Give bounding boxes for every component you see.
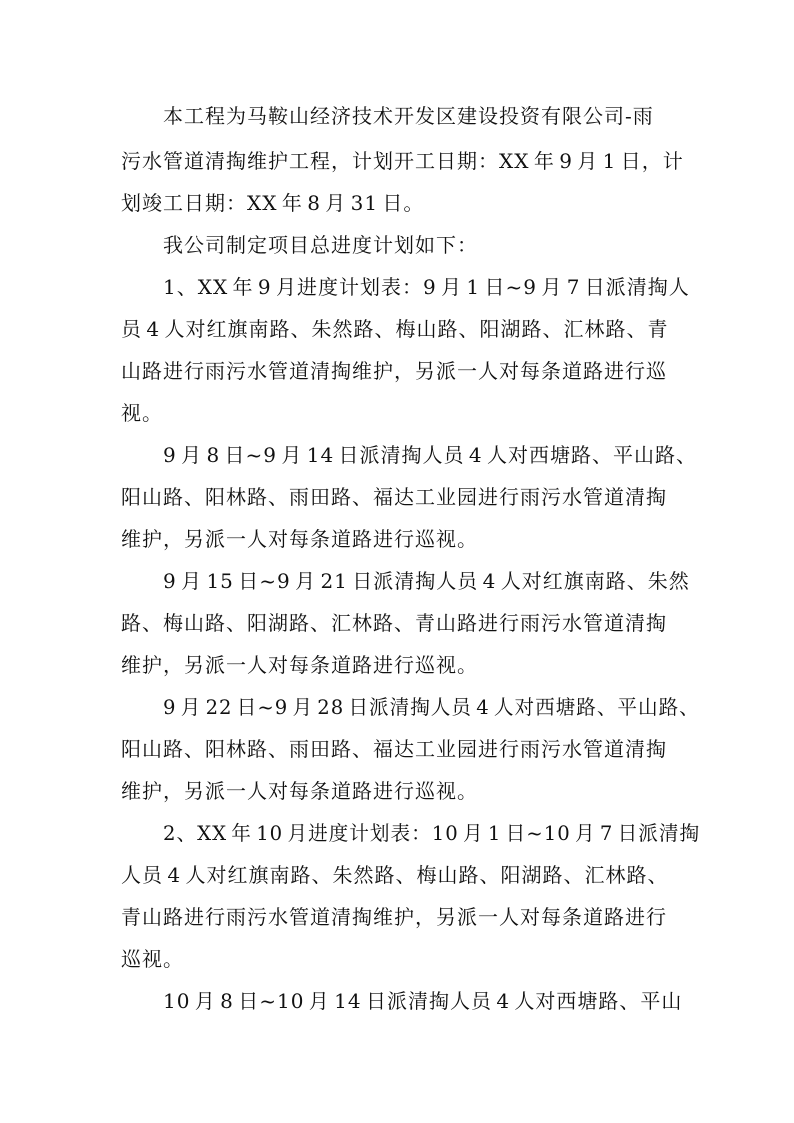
- oct-week1-line-4: 巡视。: [121, 947, 184, 971]
- sept-week4-line-2: 阳山路、阳林路、雨田路、福达工业园进行雨污水管道清掏: [121, 737, 667, 761]
- sept-week1-line-3: 山路进行雨污水管道清掏维护，另派一人对每条道路进行巡: [121, 359, 667, 383]
- sept-week2-line-2: 阳山路、阳林路、雨田路、福达工业园进行雨污水管道清掏: [121, 485, 667, 509]
- sept-week3-line-1: 9 月 15 日~9 月 21 日派清掏人员 4 人对红旗南路、朱然: [163, 569, 690, 593]
- oct-week1-line-2: 人员 4 人对红旗南路、朱然路、梅山路、阳湖路、汇林路、: [121, 863, 669, 887]
- intro-line-3: 划竣工日期：XX 年 8 月 31 日。: [121, 191, 425, 215]
- sept-week1-line-4: 视。: [121, 401, 163, 425]
- sept-week2-line-3: 维护，另派一人对每条道路进行巡视。: [121, 527, 478, 551]
- plan-intro-line-1: 我公司制定项目总进度计划如下：: [163, 233, 478, 257]
- sept-week3-line-3: 维护，另派一人对每条道路进行巡视。: [121, 653, 478, 677]
- oct-week2-line-1: 10 月 8 日~10 月 14 日派清掏人员 4 人对西塘路、平山: [163, 989, 683, 1013]
- oct-week1-line-3: 青山路进行雨污水管道清掏维护，另派一人对每条道路进行: [121, 905, 667, 929]
- intro-line-2: 污水管道清掏维护工程，计划开工日期：XX 年 9 月 1 日，计: [121, 149, 684, 173]
- sept-week4-line-1: 9 月 22 日~9 月 28 日派清掏人员 4 人对西塘路、平山路、: [163, 695, 700, 719]
- sept-week1-line-2: 员 4 人对红旗南路、朱然路、梅山路、阳湖路、汇林路、青: [121, 317, 669, 341]
- sept-week1-line-1: 1、XX 年 9 月进度计划表：9 月 1 日~9 月 7 日派清掏人: [163, 275, 690, 299]
- sept-week2-line-1: 9 月 8 日~9 月 14 日派清掏人员 4 人对西塘路、平山路、: [163, 443, 697, 467]
- intro-line-1: 本工程为马鞍山经济技术开发区建设投资有限公司-雨: [163, 104, 654, 128]
- oct-week1-line-1: 2、XX 年 10 月进度计划表：10 月 1 日~10 月 7 日派清掏: [163, 821, 701, 845]
- sept-week4-line-3: 维护，另派一人对每条道路进行巡视。: [121, 779, 478, 803]
- sept-week3-line-2: 路、梅山路、阳湖路、汇林路、青山路进行雨污水管道清掏: [121, 611, 667, 635]
